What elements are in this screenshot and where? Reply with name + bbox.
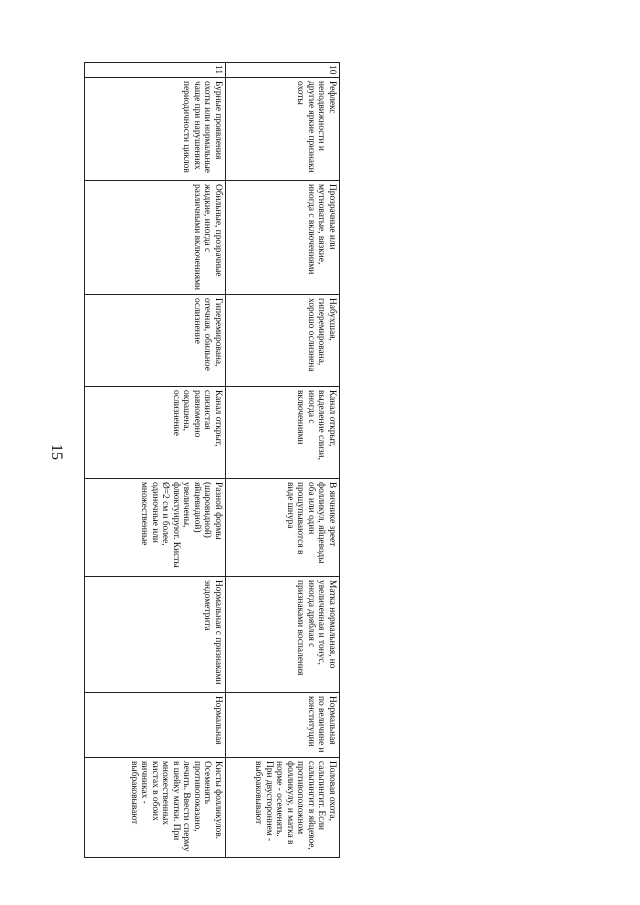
- cell-ovaries: Разной формы (шаровидной) яйцевидной) увеличены, флюктуируют. Кисты Ø=2 см и более, одиночные или множественные: [85, 479, 226, 577]
- cell-behavior: Рефлекс неподвижности и другие яркие признаки охоты: [226, 78, 340, 181]
- diagnosis-table: [84, 62, 340, 858]
- row-number: 10: [226, 63, 340, 78]
- rotated-table-frame: [85, 62, 340, 857]
- cell-ovaries: В яичнике зреет фолликул, яйцеводы оба или один прощупываются в виде шнура: [226, 479, 340, 577]
- cell-conclusion: Кисты фолликулов. Осеменять противопоказано, лечить. Ввести сперму в шейку матки. При множественных кистах в обоих яичниках - выбраковывают: [85, 758, 226, 858]
- page-number: 15: [48, 444, 65, 460]
- cell-uterus: Матка нормальная, но увеличенная и тонус, иногда дряблая с признаками воспаления: [226, 577, 340, 693]
- cell-discharge: Обильные, прозрачные жидкие, иногда с различными включениями: [85, 181, 226, 295]
- cell-conclusion: Половая охота, сальпингит. Если сальпингит в яйцевое, противоположном фолликулу, и матка в норме - осеменять. При двустороннем - выбраковывают: [226, 758, 340, 858]
- cell-vagina: Набухшая, гиперемирована, хорошо ослизнена: [226, 295, 340, 387]
- cell-discharge: Прозрачные или мутноватые, вязкие, иногда с включениями: [226, 181, 340, 295]
- cell-constitution: Нормальная: [85, 693, 226, 758]
- row-number: 11: [85, 63, 226, 78]
- cell-uterus: Нормальная с признаками эндометрита: [85, 577, 226, 693]
- table-row: [85, 63, 226, 858]
- cell-cervix: Канал открыт, слизистая равномерно окрашена, ослизнение: [85, 387, 226, 479]
- cell-behavior: Бурные проявления охоты или нормальные чаще при нарушениях периодичности циклов: [85, 78, 226, 181]
- cell-cervix: Канал открыт, выделение слизи, иногда с включениями: [226, 387, 340, 479]
- cell-vagina: Гиперемирована, отечная, обильное ослизнение: [85, 295, 226, 387]
- table-row: [226, 63, 340, 858]
- table-container: [85, 62, 340, 857]
- cell-constitution: Нормальная по величине и конституции: [226, 693, 340, 758]
